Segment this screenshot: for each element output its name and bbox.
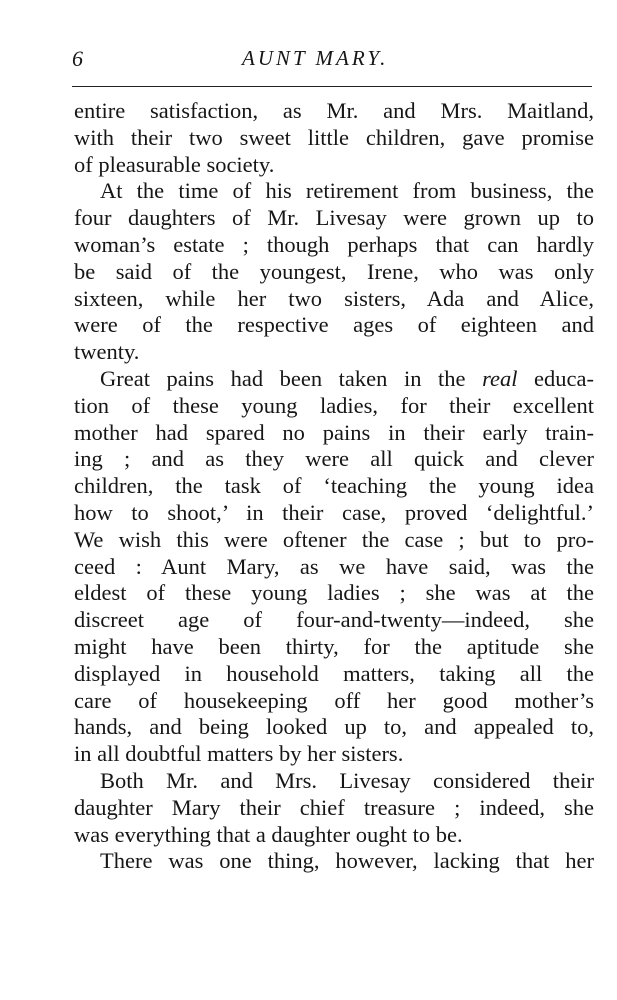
header-rule (72, 86, 592, 87)
text-line: was everything that a daughter ought to be. (74, 821, 463, 847)
text-line: eldest of these young ladies ; she was at the (74, 580, 594, 606)
paragraph (74, 768, 594, 848)
text-line: twenty. (74, 339, 140, 365)
paragraph (74, 366, 594, 768)
text-line: We wish this were oftener the case ; but to pro- (74, 526, 594, 552)
running-title: AUNT MARY. (242, 46, 389, 70)
text-line: of pleasurable society. (74, 151, 275, 177)
text-line: with their two sweet little children, gave promise (74, 124, 594, 150)
text-line: sixteen, while her two sisters, Ada and Alice, (74, 285, 594, 311)
text-line: daughter Mary their chief treasure ; indeed, she (74, 794, 594, 820)
text-line: children, the task of ‘teaching the young idea (74, 473, 594, 499)
text-line: entire satisfaction, as Mr. and Mrs. Maitland, (74, 98, 594, 123)
text-line: Both Mr. and Mrs. Livesay considered their (100, 767, 594, 793)
body-text (74, 98, 594, 875)
text-line: how to shoot,’ in their case, proved ‘delightful.’ (74, 499, 594, 525)
text-line: care of housekeeping off her good mother’s (74, 687, 594, 713)
text-line: in all doubtful matters by her sisters. (74, 741, 404, 767)
text-line: might have been thirty, for the aptitude she (74, 633, 594, 659)
text-line (74, 366, 594, 393)
text-line: mother had spared no pains in their early train- (74, 419, 594, 445)
text-line: hands, and being looked up to, and appealed to, (74, 714, 594, 740)
paragraph (74, 98, 594, 178)
page-number: 6 (72, 46, 83, 71)
text-line: be said of the youngest, Irene, who was only (74, 258, 594, 284)
text-segment: educa- (517, 365, 594, 391)
page-header (72, 46, 592, 76)
emphasis-text: real (482, 365, 518, 391)
text-line: tion of these young ladies, for their excellent (74, 392, 594, 418)
text-line: four daughters of Mr. Livesay were grown up to (74, 205, 594, 231)
text-segment: Great pains had been taken in the (100, 365, 483, 391)
text-line: At the time of his retirement from business, the (100, 178, 594, 204)
text-line: displayed in household matters, taking all the (74, 660, 594, 686)
text-line: There was one thing, however, lacking that her (100, 848, 594, 874)
text-line: were of the respective ages of eighteen and (74, 312, 594, 338)
text-line: ceed : Aunt Mary, as we have said, was the (74, 553, 594, 579)
text-line: ing ; and as they were all quick and clever (74, 446, 594, 472)
text-line: discreet age of four-and-twenty—indeed, she (74, 607, 594, 633)
text-line: woman’s estate ; though perhaps that can hardly (74, 231, 594, 257)
paragraph (74, 848, 594, 875)
paragraph (74, 178, 594, 366)
